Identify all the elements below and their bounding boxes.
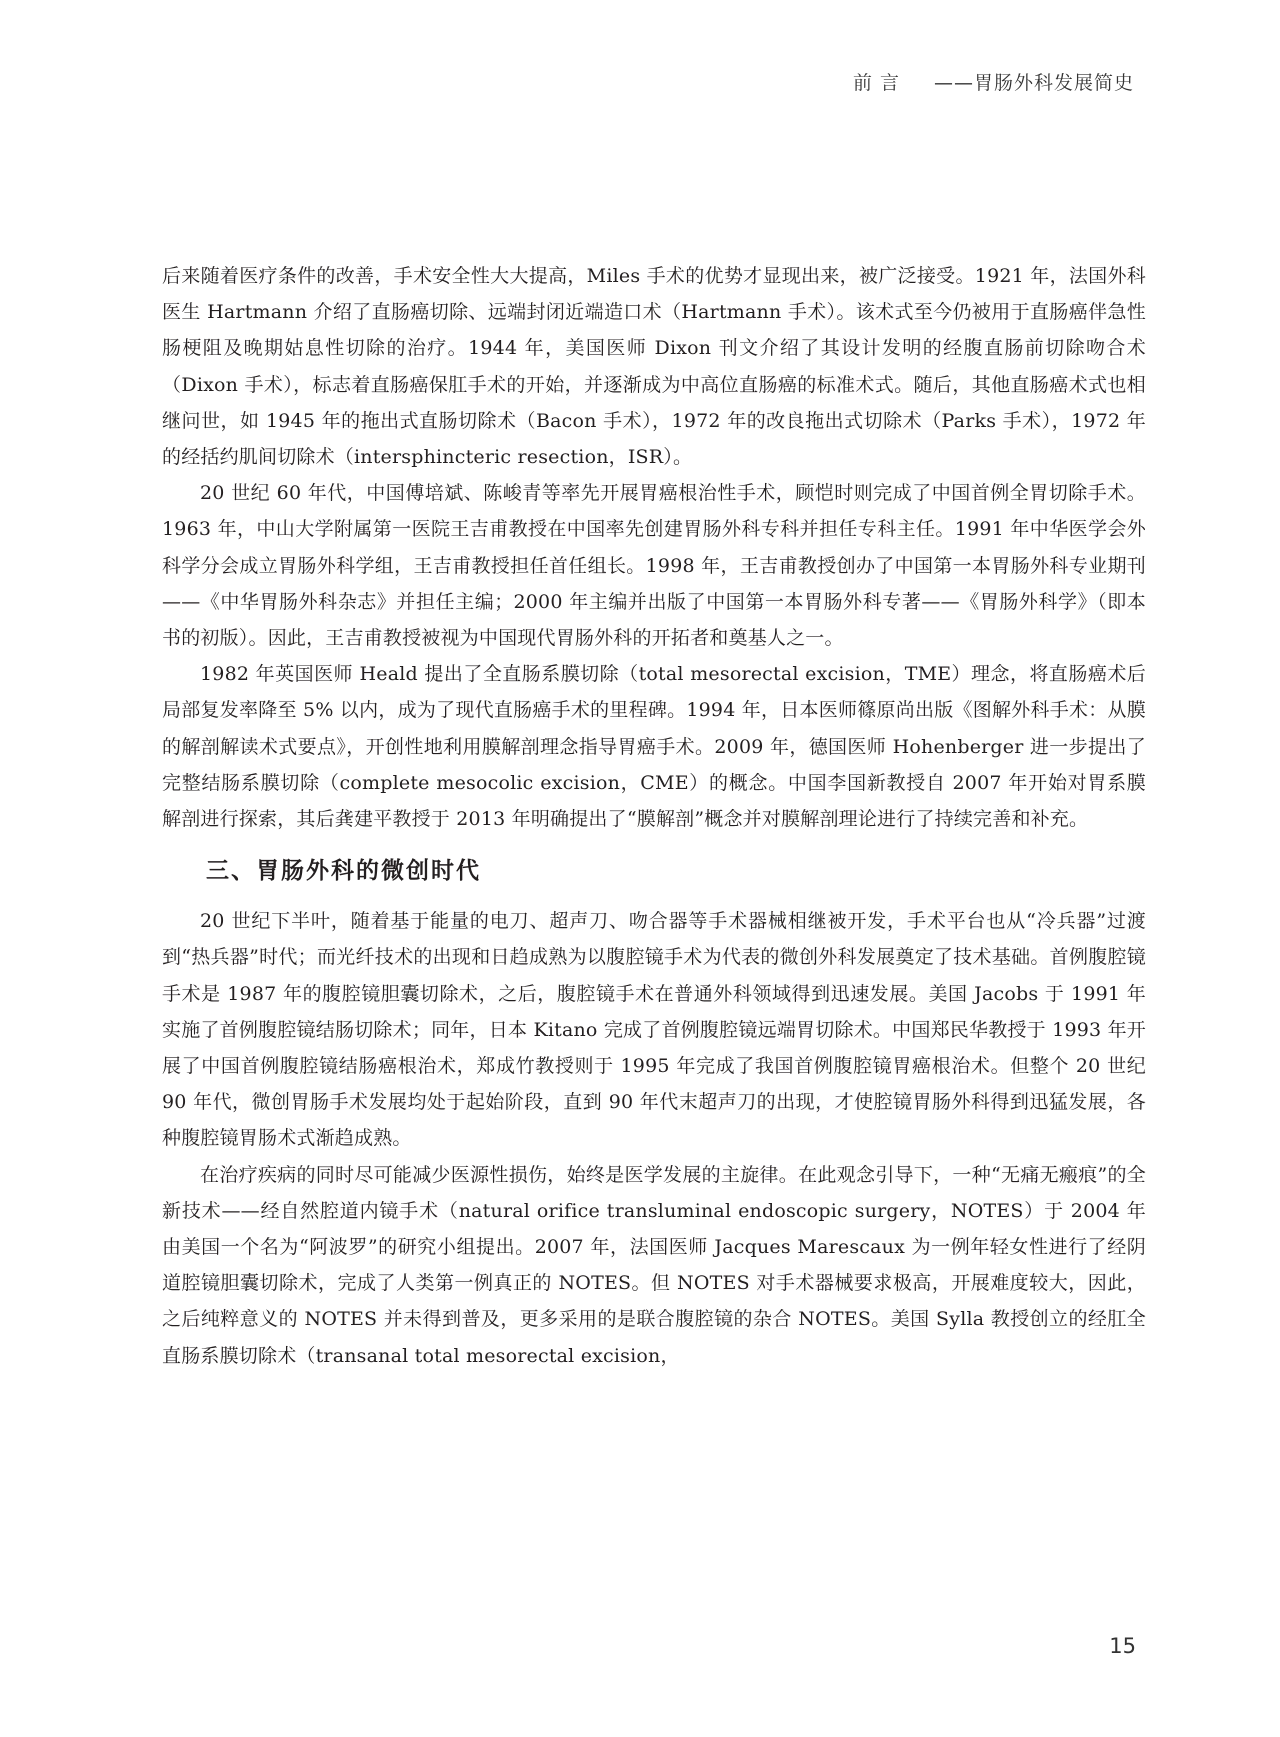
page-number: 15 (1109, 1634, 1136, 1658)
page-body (162, 258, 1146, 1374)
running-header (853, 68, 1134, 95)
section-paragraph: 20 世纪下半叶，随着基于能量的电刀、超声刀、吻合器等手术器械相继被开发，手术平台也从“冷兵器”过渡到“热兵器”时代；而光纤技术的出现和日趋成熟为以腹腔镜手术为代表的微创外科发展奠定了技术基础。首例腹腔镜手术是 1987 年的腹腔镜胆囊切除术，之后，腹腔镜手术在普通外科领域得到迅速发展。美国 Jacobs 于 1991 年实施了首例腹腔镜结肠切除术；同年，日本 Kitano 完成了首例腹腔镜远端胃切除术。中国郑民华教授于 1993 年开展了中国首例腹腔镜结肠癌根治术，郑成竹教授则于 1995 年完成了我国首例腹腔镜胃癌根治术。但整个 20 世纪 90 年代，微创胃肠手术发展均处于起始阶段，直到 90 年代末超声刀的出现，才使腔镜胃肠外科得到迅猛发展，各种腹腔镜胃肠术式渐趋成熟。 (162, 910, 1146, 1150)
section-heading: 三、胃肠外科的微创时代 (206, 858, 481, 885)
chapter-title: ——胃肠外科发展简史 (933, 72, 1134, 94)
chapter-label: 前 言 (852, 72, 900, 94)
body-paragraph: 后来随着医疗条件的改善，手术安全性大大提高，Miles 手术的优势才显现出来，被广泛接受。1921 年，法国外科医生 Hartmann 介绍了直肠癌切除、远端封闭近端造口术（Hartmann 手术）。该术式至今仍被用于直肠癌伴急性肠梗阻及晚期姑息性切除的治疗。1944 年，美国医师 Dixon 刊文介绍了其设计发明的经腹直肠前切除吻合术（Dixon 手术），标志着直肠癌保肛手术的开始，并逐渐成为中高位直肠癌的标准术式。随后，其他直肠癌术式也相继问世，如 1945 年的拖出式直肠切除术（Bacon 手术），1972 年的改良拖出式切除术（Parks 手术），1972 年的经括约肌间切除术（intersphincteric resection，ISR）。 (162, 265, 1146, 469)
section-paragraph: 在治疗疾病的同时尽可能减少医源性损伤，始终是医学发展的主旋律。在此观念引导下，一种“无痛无瘢痕”的全新技术——经自然腔道内镜手术（natural orifice transluminal endoscopic surgery，NOTES）于 2004 年由美国一个名为“阿波罗”的研究小组提出。2007 年，法国医师 Jacques Marescaux 为一例年轻女性进行了经阴道腔镜胆囊切除术，完成了人类第一例真正的 NOTES。但 NOTES 对手术器械要求极高，开展难度较大，因此，之后纯粹意义的 NOTES 并未得到普及，更多采用的是联合腹腔镜的杂合 NOTES。美国 Sylla 教授创立的经肛全直肠系膜切除术（transanal total mesorectal excision， (162, 1163, 1146, 1367)
body-paragraph: 20 世纪 60 年代，中国傅培斌、陈峻青等率先开展胃癌根治性手术，顾恺时则完成了中国首例全胃切除手术。1963 年，中山大学附属第一医院王吉甫教授在中国率先创建胃肠外科专科并担任专科主任。1991 年中华医学会外科学分会成立胃肠外科学组，王吉甫教授担任首任组长。1998 年，王吉甫教授创办了中国第一本胃肠外科专业期刊——《中华胃肠外科杂志》并担任主编；2000 年主编并出版了中国第一本胃肠外科专著——《胃肠外科学》（即本书的初版）。因此，王吉甫教授被视为中国现代胃肠外科的开拓者和奠基人之一。 (162, 482, 1146, 650)
body-paragraph: 1982 年英国医师 Heald 提出了全直肠系膜切除（total mesorectal excision，TME）理念，将直肠癌术后局部复发率降至 5% 以内，成为了现代直肠癌手术的里程碑。1994 年，日本医师篠原尚出版《图解外科手术：从膜的解剖解读术式要点》，开创性地利用膜解剖理念指导胃癌手术。2009 年，德国医师 Hohenberger 进一步提出了完整结肠系膜切除（complete mesocolic excision，CME）的概念。中国李国新教授自 2007 年开始对胃系膜解剖进行探索，其后龚建平教授于 2013 年明确提出了“膜解剖”概念并对膜解剖理论进行了持续完善和补充。 (162, 663, 1146, 831)
